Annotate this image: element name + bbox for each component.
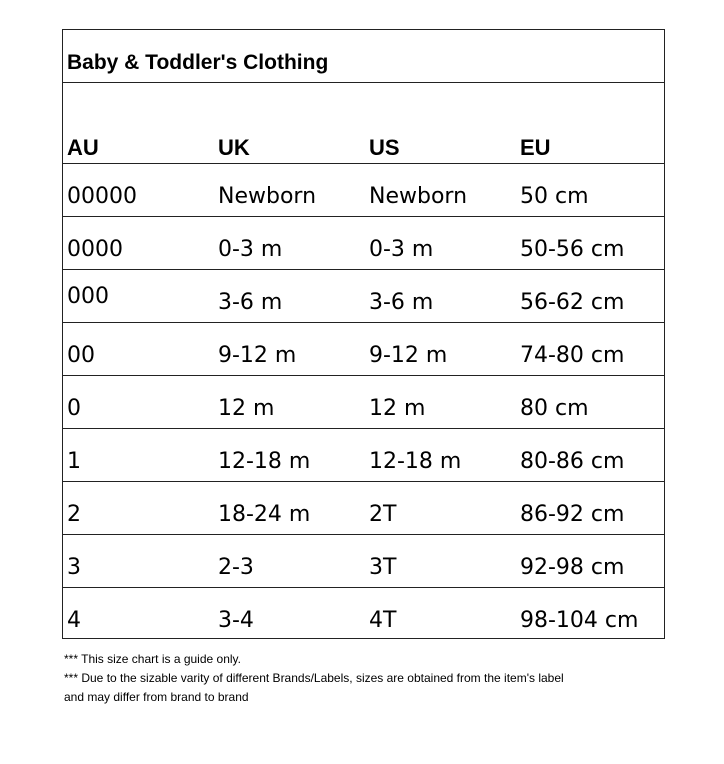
size-chart-table: [62, 29, 665, 639]
footnote-brands: *** Due to the sizable varity of different Brands/Labels, sizes are obtained from the item's label: [64, 671, 564, 685]
eu-size-cell: 50 cm: [520, 184, 589, 209]
au-size-cell: 0: [67, 396, 81, 421]
au-size-cell: 00: [67, 343, 95, 368]
au-size-cell: 4: [67, 608, 81, 633]
us-size-cell: 4T: [369, 608, 397, 633]
au-size-cell: 3: [67, 555, 81, 580]
uk-size-cell: 0-3 m: [218, 237, 283, 262]
au-size-cell: 0000: [67, 237, 123, 262]
au-size-cell: 2: [67, 502, 81, 527]
uk-size-cell: 12 m: [218, 396, 275, 421]
table-row: [63, 535, 664, 588]
table-title: Baby & Toddler's Clothing: [67, 51, 329, 74]
column-header-us: US: [369, 135, 400, 160]
uk-size-cell: 9-12 m: [218, 343, 297, 368]
eu-size-cell: 98-104 cm: [520, 608, 639, 633]
title-row: [63, 30, 664, 83]
footnote-brands-continued: and may differ from brand to brand: [64, 690, 249, 704]
us-size-cell: 2T: [369, 502, 397, 527]
table-row: [63, 217, 664, 270]
uk-size-cell: 18-24 m: [218, 502, 311, 527]
column-header-eu: EU: [520, 135, 551, 160]
eu-size-cell: 56-62 cm: [520, 290, 625, 315]
footnote-guide: *** This size chart is a guide only.: [64, 652, 241, 666]
us-size-cell: 0-3 m: [369, 237, 434, 262]
au-size-cell: 000: [67, 284, 109, 309]
eu-size-cell: 74-80 cm: [520, 343, 625, 368]
us-size-cell: 12-18 m: [369, 449, 462, 474]
eu-size-cell: 80 cm: [520, 396, 589, 421]
table-row: [63, 588, 664, 641]
au-size-cell: 1: [67, 449, 81, 474]
table-row: [63, 482, 664, 535]
us-size-cell: 3T: [369, 555, 397, 580]
uk-size-cell: 2-3: [218, 555, 254, 580]
us-size-cell: 12 m: [369, 396, 426, 421]
uk-size-cell: 12-18 m: [218, 449, 311, 474]
us-size-cell: 9-12 m: [369, 343, 448, 368]
column-header-uk: UK: [218, 135, 250, 160]
us-size-cell: 3-6 m: [369, 290, 434, 315]
eu-size-cell: 80-86 cm: [520, 449, 625, 474]
uk-size-cell: 3-4: [218, 608, 254, 633]
au-size-cell: 00000: [67, 184, 137, 209]
eu-size-cell: 50-56 cm: [520, 237, 625, 262]
uk-size-cell: Newborn: [218, 184, 317, 209]
column-header-au: AU: [67, 135, 99, 160]
header-row: [63, 83, 664, 164]
uk-size-cell: 3-6 m: [218, 290, 283, 315]
table-row: [63, 429, 664, 482]
table-row: [63, 164, 664, 217]
table-row: [63, 270, 664, 323]
eu-size-cell: 92-98 cm: [520, 555, 625, 580]
footnotes: [64, 650, 564, 707]
table-row: [63, 323, 664, 376]
eu-size-cell: 86-92 cm: [520, 502, 625, 527]
table-row: [63, 376, 664, 429]
us-size-cell: Newborn: [369, 184, 468, 209]
